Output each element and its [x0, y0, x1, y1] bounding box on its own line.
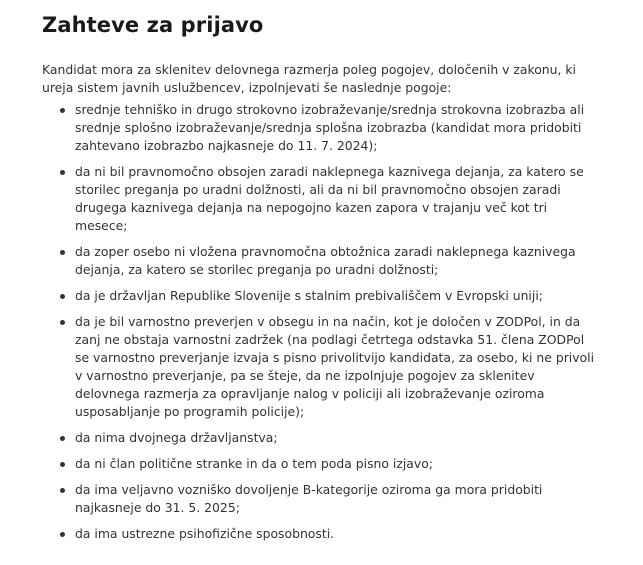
- list-item-text: da je državljan Republike Slovenije s stalnim prebivališčem v Evropski uniji;: [75, 288, 543, 303]
- list-item-text: da je bil varnostno preverjen v obsegu in na način, kot je določen v ZODPol, in da zanj ne obstaja varnostni zadržek (na podlagi četrtega odstavka 51. člena ZODPol se varnostno preverjanje izvaja s pisno privolitvijo kandidata, za osebo, ki ne privoli v varnostno preverjanje, pa se šteje, da ne izpolnjuje pogojev za sklenitev delovnega razmerja za opravljanje nalog v policiji ali izobraževanje oziroma usposabljanje po programih policije);: [75, 314, 595, 419]
- bullet-icon: [60, 532, 65, 537]
- bullet-icon: [60, 488, 65, 493]
- list-item: [57, 101, 597, 155]
- list-item-text: da ni član politične stranke in da o tem poda pisno izjavo;: [75, 456, 433, 471]
- section-title: Zahteve za prijavo: [42, 13, 264, 37]
- list-item: [57, 429, 597, 447]
- list-item: [57, 481, 597, 517]
- list-item-text: srednje tehniško in drugo strokovno izobraževanje/srednja strokovna izobrazba ali srednje splošno izobraževanje/srednja splošna izobrazba (kandidat mora pridobiti zahtevano izobrazbo najkasneje do 11. 7. 2024);: [75, 102, 585, 153]
- list-item-text: da ima ustrezne psihofizične sposobnosti.: [75, 526, 335, 541]
- bullet-icon: [60, 294, 65, 299]
- list-item: [57, 455, 597, 473]
- bullet-icon: [60, 250, 65, 255]
- bullet-icon: [60, 108, 65, 113]
- bullet-icon: [60, 170, 65, 175]
- list-item: [57, 163, 597, 235]
- list-item-text: da ni bil pravnomočno obsojen zaradi naklepnega kaznivega dejanja, za katero se storilec preganja po uradni dolžnosti, ali da ni bil pravnomočno obsojen zaradi drugega kaznivega dejanja na nepogojno kazen zapora v trajanju več kot tri mesece;: [75, 164, 584, 233]
- list-item: [57, 313, 597, 421]
- list-item: [57, 243, 597, 279]
- list-item-text: da zoper osebo ni vložena pravnomočna obtožnica zaradi naklepnega kaznivega dejanja, za katero se storilec preganja po uradni dolžnosti;: [75, 244, 576, 277]
- list-item-text: da nima dvojnega državljanstva;: [75, 430, 278, 445]
- bullet-icon: [60, 462, 65, 467]
- list-item-text: da ima veljavno vozniško dovoljenje B-kategorije oziroma ga mora pridobiti najkasneje do 31. 5. 2025;: [75, 482, 543, 515]
- bullet-icon: [60, 436, 65, 441]
- intro-paragraph: Kandidat mora za sklenitev delovnega razmerja poleg pogojev, določenih v zakonu, ki ureja sistem javnih uslužbencev, izpolnjevati še naslednje pogoje:: [42, 62, 577, 95]
- bullet-icon: [60, 320, 65, 325]
- requirements-list: [57, 101, 597, 543]
- list-item: [57, 525, 597, 543]
- list-item: [57, 287, 597, 305]
